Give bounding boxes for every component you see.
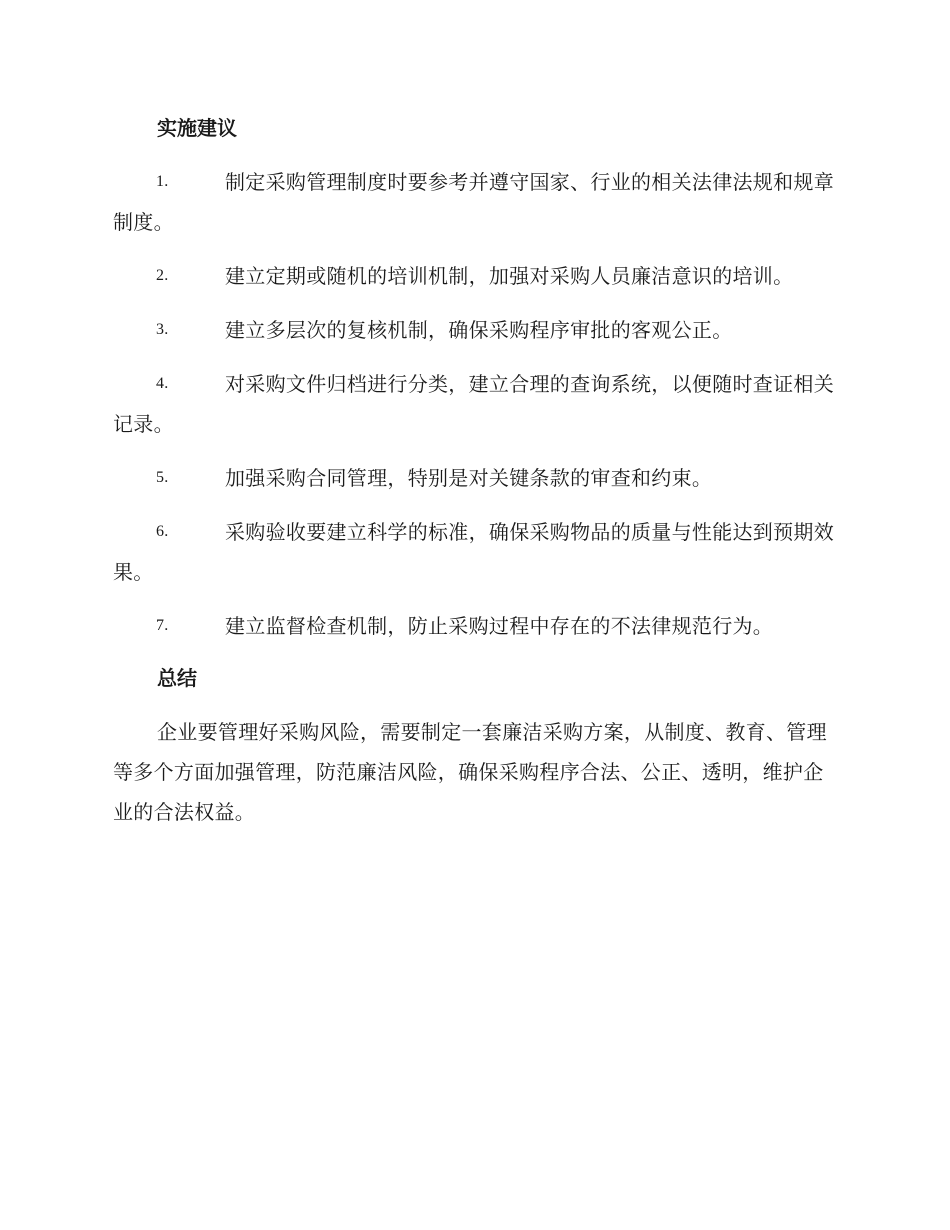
list-item <box>113 310 838 350</box>
list-item-number: 2. <box>156 267 169 284</box>
list-item <box>113 162 838 242</box>
list-item-text: 建立监督检查机制，防止采购过程中存在的不法律规范行为。 <box>225 614 774 638</box>
section-heading-summary: 总结 <box>157 666 197 690</box>
summary-paragraph: 企业要管理好采购风险，需要制定一套廉洁采购方案，从制度、教育、管理等多个方面加强管理，防范廉洁风险，确保采购程序合法、公正、透明，维护企业的合法权益。 <box>113 720 827 824</box>
document-content <box>113 110 838 832</box>
list-item <box>113 606 838 646</box>
list-item-number: 5. <box>156 469 169 486</box>
list-item-number: 3. <box>156 321 169 338</box>
list-item <box>113 256 838 296</box>
list-item <box>113 512 838 592</box>
list-item-text: 加强采购合同管理，特别是对关键条款的审查和约束。 <box>225 466 713 490</box>
list-item-number: 1. <box>156 173 169 190</box>
list-item <box>113 364 838 444</box>
section-heading-implementation: 实施建议 <box>157 116 237 140</box>
list-item-text: 采购验收要建立科学的标准，确保采购物品的质量与性能达到预期效果。 <box>113 520 834 584</box>
list-item-number: 6. <box>156 523 169 540</box>
list-item-text: 建立定期或随机的培训机制，加强对采购人员廉洁意识的培训。 <box>225 264 794 288</box>
list-item-text: 制定采购管理制度时要参考并遵守国家、行业的相关法律法规和规章制度。 <box>113 170 834 234</box>
list-item-text: 对采购文件归档进行分类，建立合理的查询系统，以便随时查证相关记录。 <box>113 372 834 436</box>
list-item-text: 建立多层次的复核机制，确保采购程序审批的客观公正。 <box>225 318 733 342</box>
list-item-number: 7. <box>156 617 169 634</box>
list-item <box>113 458 838 498</box>
list-item-number: 4. <box>156 375 169 392</box>
